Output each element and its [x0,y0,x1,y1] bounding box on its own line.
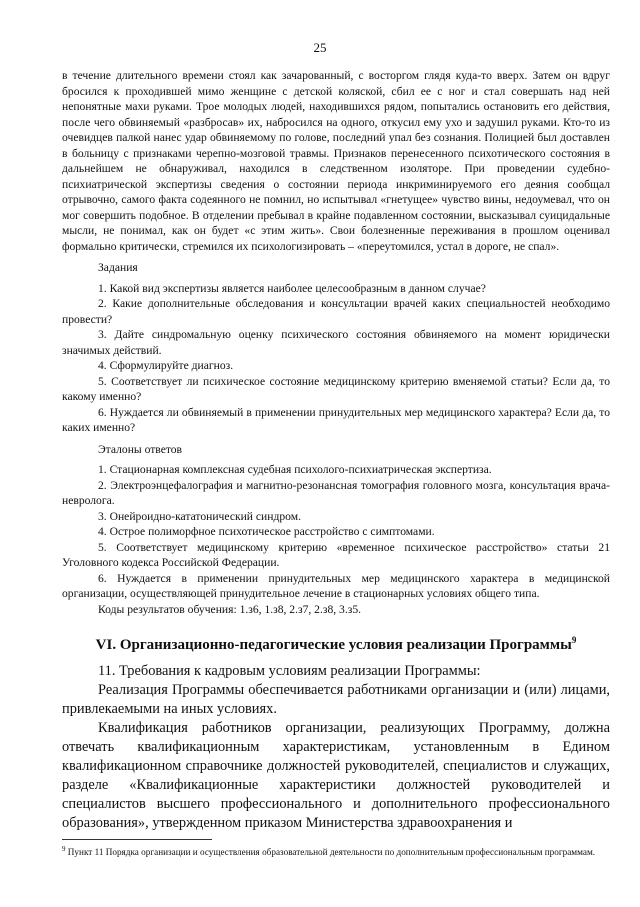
task-item: 6. Нуждается ли обвиняемый в применении принудительных мер медицинского характера? Если да, то каких именно? [62,405,610,434]
footnote-divider [62,839,212,840]
task-item: 3. Дайте синдромальную оценку психического состояния обвиняемого на момент юридически значимых действий. [62,328,610,357]
answers-label: Эталоны ответов [98,442,183,456]
footnote [62,843,610,858]
case-description: в течение длительного времени стоял как зачарованный, с восторгом глядя куда-то вверх. Затем он вдруг бросился к проходившей мимо женщине с детской коляской, сбил ее с ног и стал совершать над ней непонятные махи руками. Трое молодых людей, находившихся рядом, попытались остановить его действия, после чего обвиняемый «разбросав» их, набросился на одного, откусил ему ухо и задушил руками. Кто-то из очевидцев палкой нанес удар обвиняемому по голове, последний упал без сознания. Полицией был доставлен в больницу с признаками черепно-мозговой травмы. Признаков перенесенного психотического состояния в дальнейшем не обнаруживал, находился в следственном изоляторе. При проведении судебно-психиатрической экспертизы сведения о состоянии периода инкриминируемого его деяния сообщал отрывочно, самого факта содеянного не помнил, но испытывал «гнетущее» чувство вины, недоумевал, что он мог совершить подобное. В отделении пребывал в крайне подавленном состоянии, высказывал суицидальные мысли, не понимал, как он будет «с этим жить». Свои болезненные переживания в прошлом оценивал формально критически, стремился их психологизировать – «переутомился, устал в дороге, не спал». [62,69,610,253]
task-item: 5. Соответствует ли психическое состояние медицинскому критерию вменяемой статьи? Если да, то какому именно? [62,374,610,403]
tasks-label: Задания [98,261,138,274]
answers-list [62,462,610,617]
footnote-text: Пункт 11 Порядка организации и осуществления образовательной деятельности по дополнительным профессиональным программам. [67,847,596,858]
section-paragraph: Реализация Программы обеспечивается работниками организации и (или) лицами, привлекаемыми на иных условиях. [62,682,610,717]
page-body [62,68,610,833]
footnote-mark: 9 [62,845,66,853]
section-paragraph: Квалификация работников организации, реализующих Программу, должна отвечать квалификационным характеристикам, установленным в Едином квалификационном справочнике должностей руководителей, специалистов и служащих, разделе «Квалификационные характеристики должностей руководителей и специалистов высшего профессионального и дополнительного профессионального образования», утвержденном приказом Министерства здравоохранения и [62,720,610,831]
task-item: 2. Какие дополнительные обследования и консультации врачей каких специальностей необходимо провести? [62,297,610,326]
tasks-list [62,281,610,436]
answer-item: 4. Острое полиморфное психотическое расстройство с симптомами. [98,525,435,538]
answer-item: 5. Соответствует медицинскому критерию «временное психическое расстройство» статьи 21 Уголовного кодекса Российской Федерации. [62,540,610,569]
page-number: 25 [313,40,327,55]
answer-item: 3. Онейроидно-кататонический синдром. [98,509,301,523]
task-item: 1. Какой вид экспертизы является наиболее целесообразным в данном случае? [98,281,486,295]
section-heading [62,631,610,654]
answer-item: 1. Стационарная комплексная судебная психолого-психиатрическая экспертиза. [98,463,492,476]
answer-item: 6. Нуждается в применении принудительных мер медицинского характера в медицинской организации, осуществляющей принудительное лечение в стационарных условиях общего типа. [62,571,610,600]
section-paragraph: 11. Требования к кадровым условиям реализации Программы: [98,663,481,679]
footnote-reference: 9 [571,635,577,645]
learning-result-codes: Коды результатов обучения: 1.з6, 1.з8, 2.з7, 2.з8, 3.з5. [98,602,362,616]
task-item: 4. Сформулируйте диагноз. [98,359,234,372]
answer-item: 2. Электроэнцефалография и магнитно-резонансная томография головного мозга, консультация врача-невролога. [62,478,610,507]
section-title: VI. Организационно-педагогические условия реализации Программы [95,637,572,653]
